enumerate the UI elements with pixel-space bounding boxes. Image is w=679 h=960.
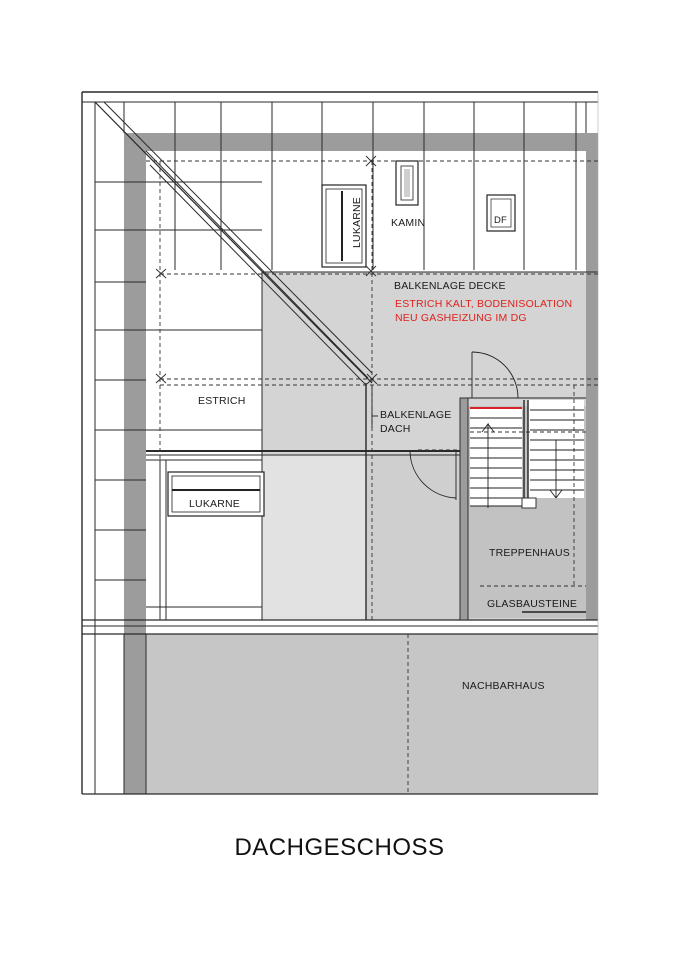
- lower-room-fill: [262, 455, 366, 620]
- wall-left: [124, 133, 146, 794]
- lukarne-top-label: LUKARNE: [351, 197, 363, 248]
- middle-lower-fill: [366, 455, 460, 620]
- treppenhaus-label: TREPPENHAUS: [489, 547, 570, 559]
- note-line-1: ESTRICH KALT, BODENISOLATION: [395, 298, 573, 310]
- nachbarhaus-label: NACHBARHAUS: [462, 680, 545, 692]
- kamin-symbol: [396, 161, 418, 205]
- lukarne-top: [322, 185, 366, 267]
- balkenlage-dach-label-2: DACH: [380, 423, 411, 435]
- neighbour-house-fill: [146, 634, 598, 794]
- balkenlage-decke-label: BALKENLAGE DECKE: [394, 280, 506, 292]
- df-label: DF: [494, 215, 508, 226]
- plan-title: DACHGESCHOSS: [234, 834, 445, 861]
- kamin-label: KAMIN: [391, 217, 426, 229]
- glasbausteine-label: GLASBAUSTEINE: [487, 598, 578, 610]
- balkenlage-dach-label-1: BALKENLAGE: [380, 409, 452, 421]
- estrich-label: ESTRICH: [198, 395, 246, 407]
- note-line-2: NEU GASHEIZUNG IM DG: [395, 312, 527, 324]
- wall-top: [124, 133, 598, 151]
- stair-run-left: [470, 408, 522, 506]
- wall-right: [586, 151, 598, 620]
- lukarne-left-label: LUKARNE: [189, 498, 240, 510]
